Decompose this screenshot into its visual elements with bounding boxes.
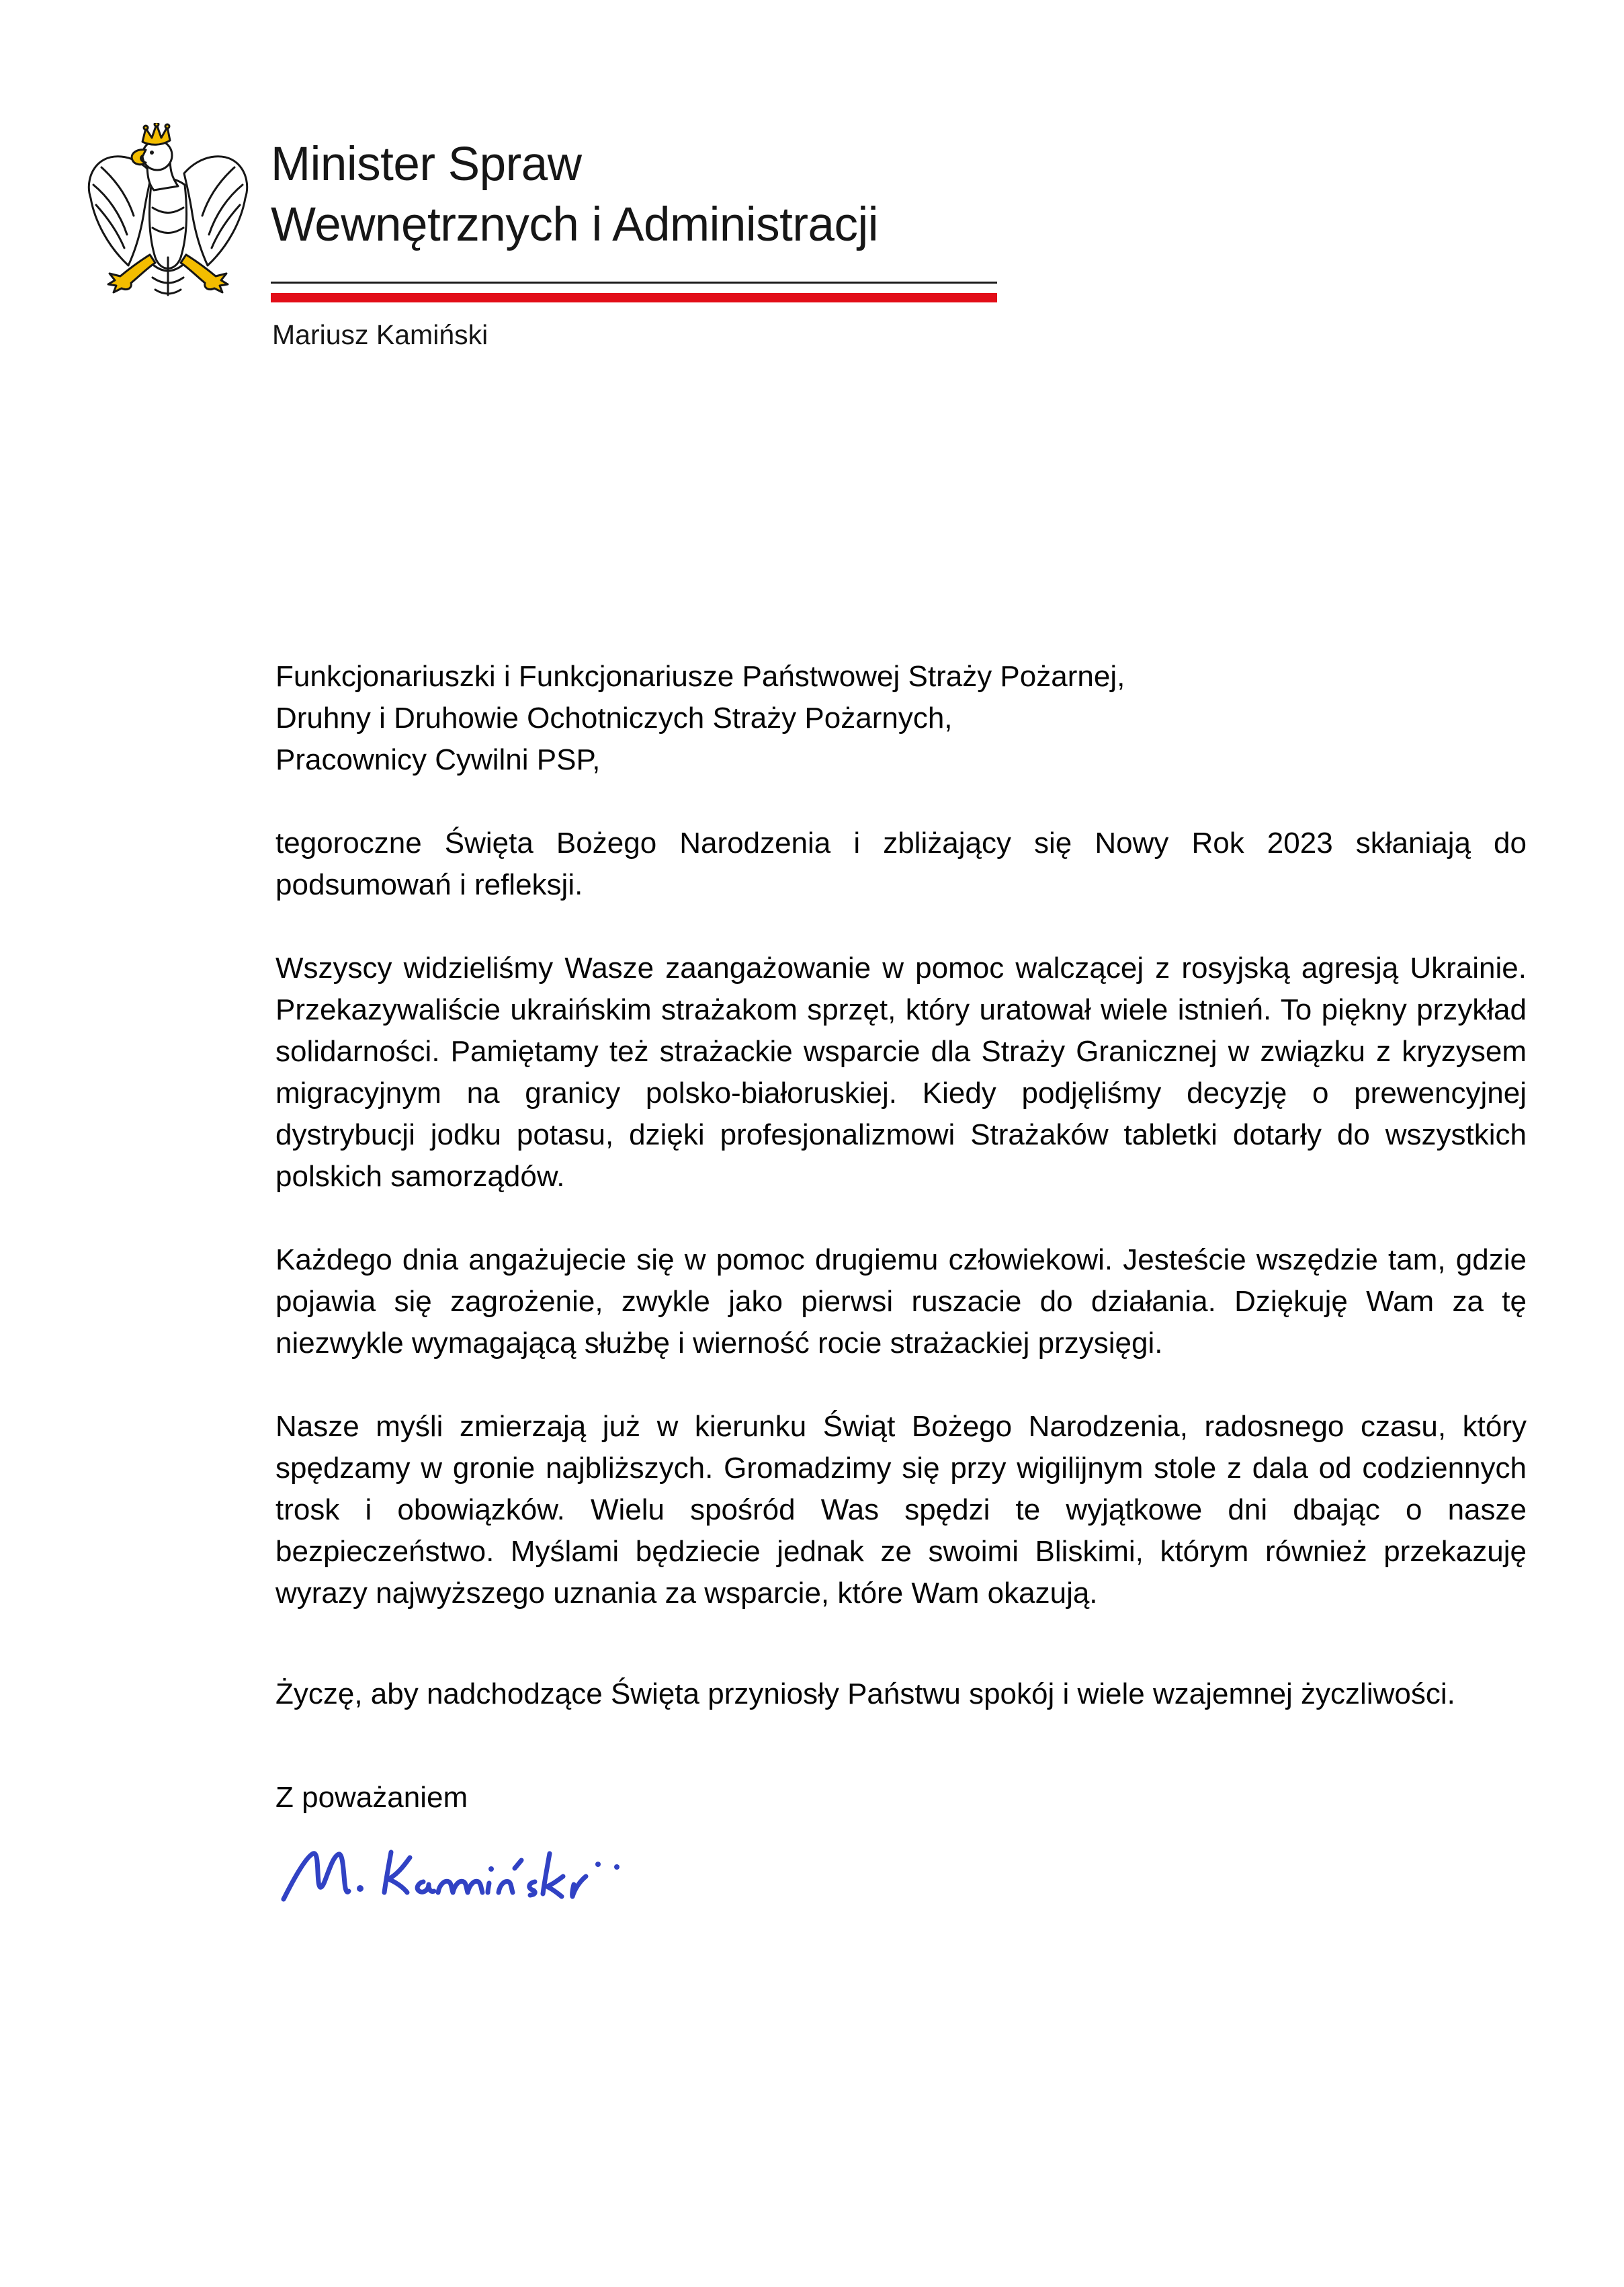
ministry-title (271, 134, 878, 255)
paragraph-christmas: Nasze myśli zmierzają już w kierunku Świąt Bożego Narodzenia, radosnego czasu, który spędzamy w gronie najbliższych. Gromadzimy się przy wigilijnym stole z dala od codziennych trosk i obowiązków. Wielu spośród Was spędzi te wyjątkowe dni dbając o nasze bezpieczeństwo. Myślami będziecie jednak ze swoimi Bliskimi, którym również przekazuję wyrazy najwyższego uznania za wsparcie, które Wam okazują. (275, 1410, 1527, 1610)
salutation-line-3: Pracownicy Cywilni PSP, (275, 743, 601, 776)
salutation-line-2: Druhny i Druhowie Ochotniczych Straży Pożarnych, (275, 702, 953, 735)
paragraph-ukraine-support: Wszyscy widzieliśmy Wasze zaangażowanie w pomoc walczącej z rosyjską agresją Ukrainie. Przekazywaliście ukraińskim strażakom sprzęt, który uratował wiele istnień. To piękny przykład solidarności. Pamiętamy też strażackie wsparcie dla Straży Granicznej w związku z kryzysem migracyjnym na granicy polsko-białoruskiej. Kiedy podjęliśmy decyzję o prewencyjnej dystrybucji jodku potasu, dzięki profesjonalizmowi Strażaków tabletki dotarły do wszystkich polskich samorządów. (275, 952, 1527, 1193)
minister-signature (278, 1847, 628, 1921)
ministry-title-line2: Wewnętrznych i Administracji (271, 198, 879, 251)
salutation (275, 656, 1527, 781)
minister-name: Mariusz Kamiński (272, 319, 488, 350)
ministry-title-line1: Minister Spraw (271, 138, 582, 191)
paragraph-daily-service: Każdego dnia angażujecie się w pomoc drugiemu człowiekowi. Jesteście wszędzie tam, gdzie pojawia się zagrożenie, zwykle jako pierwsi ruszacie do działania. Dziękuję Wam za tę niezwykle wymagającą służbę i wierność rocie strażackiej przysięgi. (275, 1243, 1527, 1360)
letter-body (275, 656, 1527, 1921)
divider-white-gap (271, 284, 997, 293)
paragraph-intro: tegoroczne Święta Bożego Narodzenia i zbliżający się Nowy Rok 2023 skłaniają do podsumowań i refleksji. (275, 827, 1527, 901)
closing-phrase: Z poważaniem (275, 1781, 468, 1814)
paragraph-wishes: Życzę, aby nadchodzące Święta przyniosły Państwu spokój i wiele wzajemnej życzliwości. (275, 1677, 1455, 1710)
polish-eagle-coat-of-arms (85, 123, 251, 296)
divider-red-bar (271, 293, 997, 302)
eagle-eye (150, 151, 154, 155)
salutation-line-1: Funkcjonariuszki i Funkcjonariusze Państwowej Straży Pożarnej, (275, 660, 1125, 693)
letterhead-divider (271, 282, 997, 302)
